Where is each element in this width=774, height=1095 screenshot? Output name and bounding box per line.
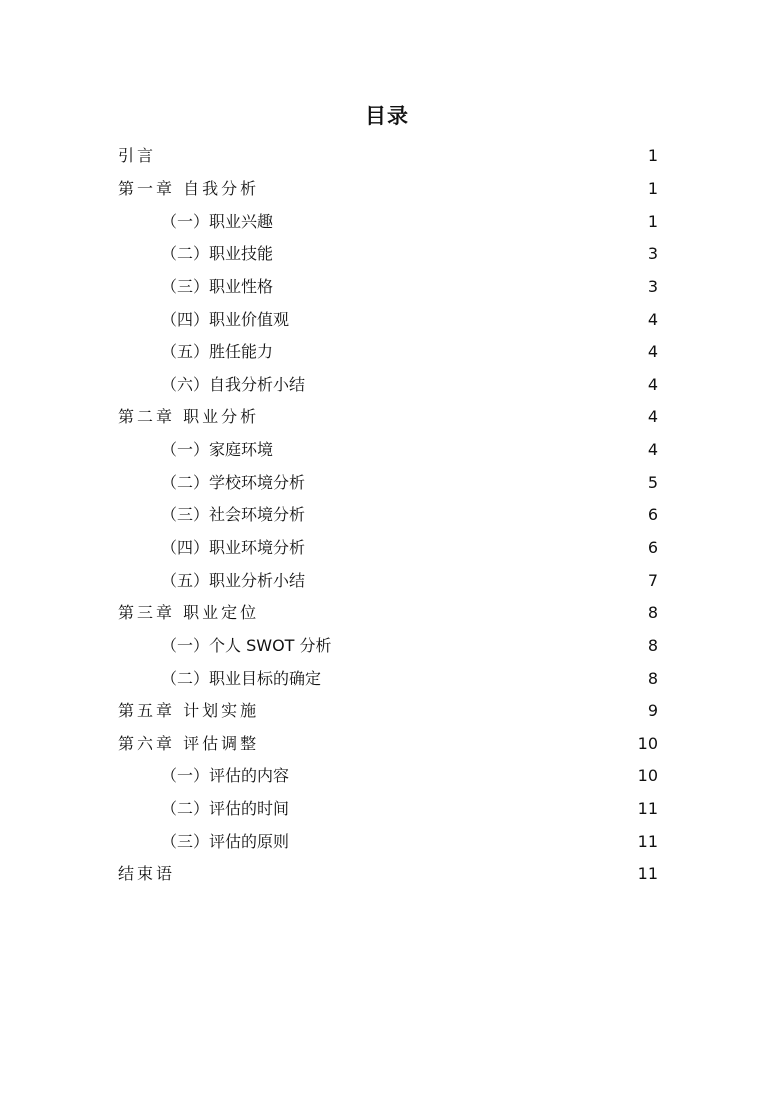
toc-entry-section <box>118 793 658 826</box>
toc-entry-section <box>118 662 658 695</box>
toc-entry-label: （一）职业兴趣 <box>161 211 274 231</box>
toc-page-number: 8 <box>647 603 658 623</box>
dot-leader <box>293 766 635 786</box>
toc-entry-section <box>118 825 658 858</box>
dot-leader <box>293 832 635 852</box>
toc-entry-label: （二）职业目标的确定 <box>161 668 322 688</box>
toc-page-number: 1 <box>647 146 658 166</box>
dot-leader <box>309 571 645 591</box>
toc-page-number: 4 <box>647 440 658 460</box>
dot-leader <box>277 244 645 264</box>
toc-entry-label: （五）胜任能力 <box>161 342 274 362</box>
toc-page-number: 7 <box>647 570 658 590</box>
toc-entry-label: 第五章 计划实施 <box>118 701 260 721</box>
toc-entry-label: （二）学校环境分析 <box>161 472 306 492</box>
toc-entry-chapter-2 <box>118 401 658 434</box>
toc-entry-section <box>118 271 658 304</box>
table-of-contents <box>118 140 658 891</box>
toc-entry-section <box>118 499 658 532</box>
toc-page-number: 4 <box>647 309 658 329</box>
toc-page-number: 6 <box>647 538 658 557</box>
toc-entry-label: （三）评估的原则 <box>161 831 290 851</box>
dot-leader <box>336 636 645 656</box>
toc-page-number: 4 <box>647 407 658 427</box>
toc-page-number: 1 <box>647 178 658 198</box>
dot-leader <box>263 734 635 754</box>
toc-entry-label: （五）职业分析小结 <box>161 570 306 590</box>
toc-entry-label: （一）家庭环境 <box>161 440 274 460</box>
toc-entry-label: 第六章 评估调整 <box>118 733 260 753</box>
toc-page-number: 3 <box>647 244 658 264</box>
dot-leader <box>309 375 645 395</box>
dot-leader <box>263 179 645 199</box>
dot-leader <box>293 799 635 819</box>
dot-leader <box>263 603 645 623</box>
toc-entry-section <box>118 336 658 369</box>
toc-page-number: 10 <box>637 766 658 786</box>
toc-entry-section <box>118 238 658 271</box>
dot-leader <box>309 538 645 558</box>
toc-entry-label: （六）自我分析小结 <box>161 374 306 394</box>
dot-leader <box>309 473 645 493</box>
toc-entry-section <box>118 532 658 565</box>
toc-entry-section <box>118 368 658 401</box>
dot-leader <box>263 407 645 427</box>
toc-entry-section <box>118 630 658 663</box>
toc-entry-label: 引言 <box>118 146 157 166</box>
toc-entry-section <box>118 564 658 597</box>
toc-entry-label: （一）个人 SWOT 分析 <box>161 635 332 655</box>
toc-entry-label: 第三章 职业定位 <box>118 603 260 623</box>
dot-leader <box>179 864 635 884</box>
dot-leader <box>325 669 645 689</box>
toc-page-number: 9 <box>647 701 658 721</box>
toc-entry-label: （三）社会环境分析 <box>161 505 306 525</box>
toc-entry-section <box>118 466 658 499</box>
toc-page-number: 11 <box>637 864 658 884</box>
toc-entry-intro <box>118 140 658 173</box>
toc-entry-section <box>118 760 658 793</box>
toc-entry-chapter-6 <box>118 728 658 761</box>
toc-entry-section <box>118 434 658 467</box>
toc-page-number: 8 <box>647 668 658 688</box>
toc-page-number: 10 <box>637 733 658 753</box>
toc-entry-label: （二）评估的时间 <box>161 799 290 819</box>
toc-entry-label: （一）评估的内容 <box>161 766 290 786</box>
toc-page-number: 3 <box>647 276 658 296</box>
toc-entry-section <box>118 205 658 238</box>
dot-leader <box>277 342 645 362</box>
toc-entry-chapter-1 <box>118 173 658 206</box>
toc-entry-chapter-3 <box>118 597 658 630</box>
toc-page-number: 11 <box>637 831 658 851</box>
dot-leader <box>293 310 645 330</box>
toc-page-number: 6 <box>647 505 658 525</box>
toc-page-number: 1 <box>647 211 658 231</box>
toc-page-number: 8 <box>647 635 658 655</box>
toc-entry-chapter-5 <box>118 695 658 728</box>
toc-entry-label: （四）职业环境分析 <box>161 538 306 557</box>
dot-leader <box>277 277 645 297</box>
dot-leader <box>160 146 645 166</box>
toc-page-number: 11 <box>637 799 658 819</box>
toc-entry-label: （三）职业性格 <box>161 276 274 296</box>
toc-entry-conclusion <box>118 858 658 891</box>
toc-entry-label: 结束语 <box>118 864 176 884</box>
toc-page-number: 4 <box>647 342 658 362</box>
toc-entry-label: （四）职业价值观 <box>161 309 290 329</box>
dot-leader <box>263 701 645 721</box>
page-title: 目录 <box>365 104 409 128</box>
toc-entry-label: （二）职业技能 <box>161 244 274 264</box>
dot-leader <box>309 505 645 525</box>
toc-entry-label: 第一章 自我分析 <box>118 178 260 198</box>
toc-page-number: 5 <box>647 472 658 492</box>
dot-leader <box>277 212 645 232</box>
toc-page-number: 4 <box>647 374 658 394</box>
dot-leader <box>277 440 645 460</box>
toc-entry-label: 第二章 职业分析 <box>118 407 260 427</box>
toc-entry-section <box>118 303 658 336</box>
